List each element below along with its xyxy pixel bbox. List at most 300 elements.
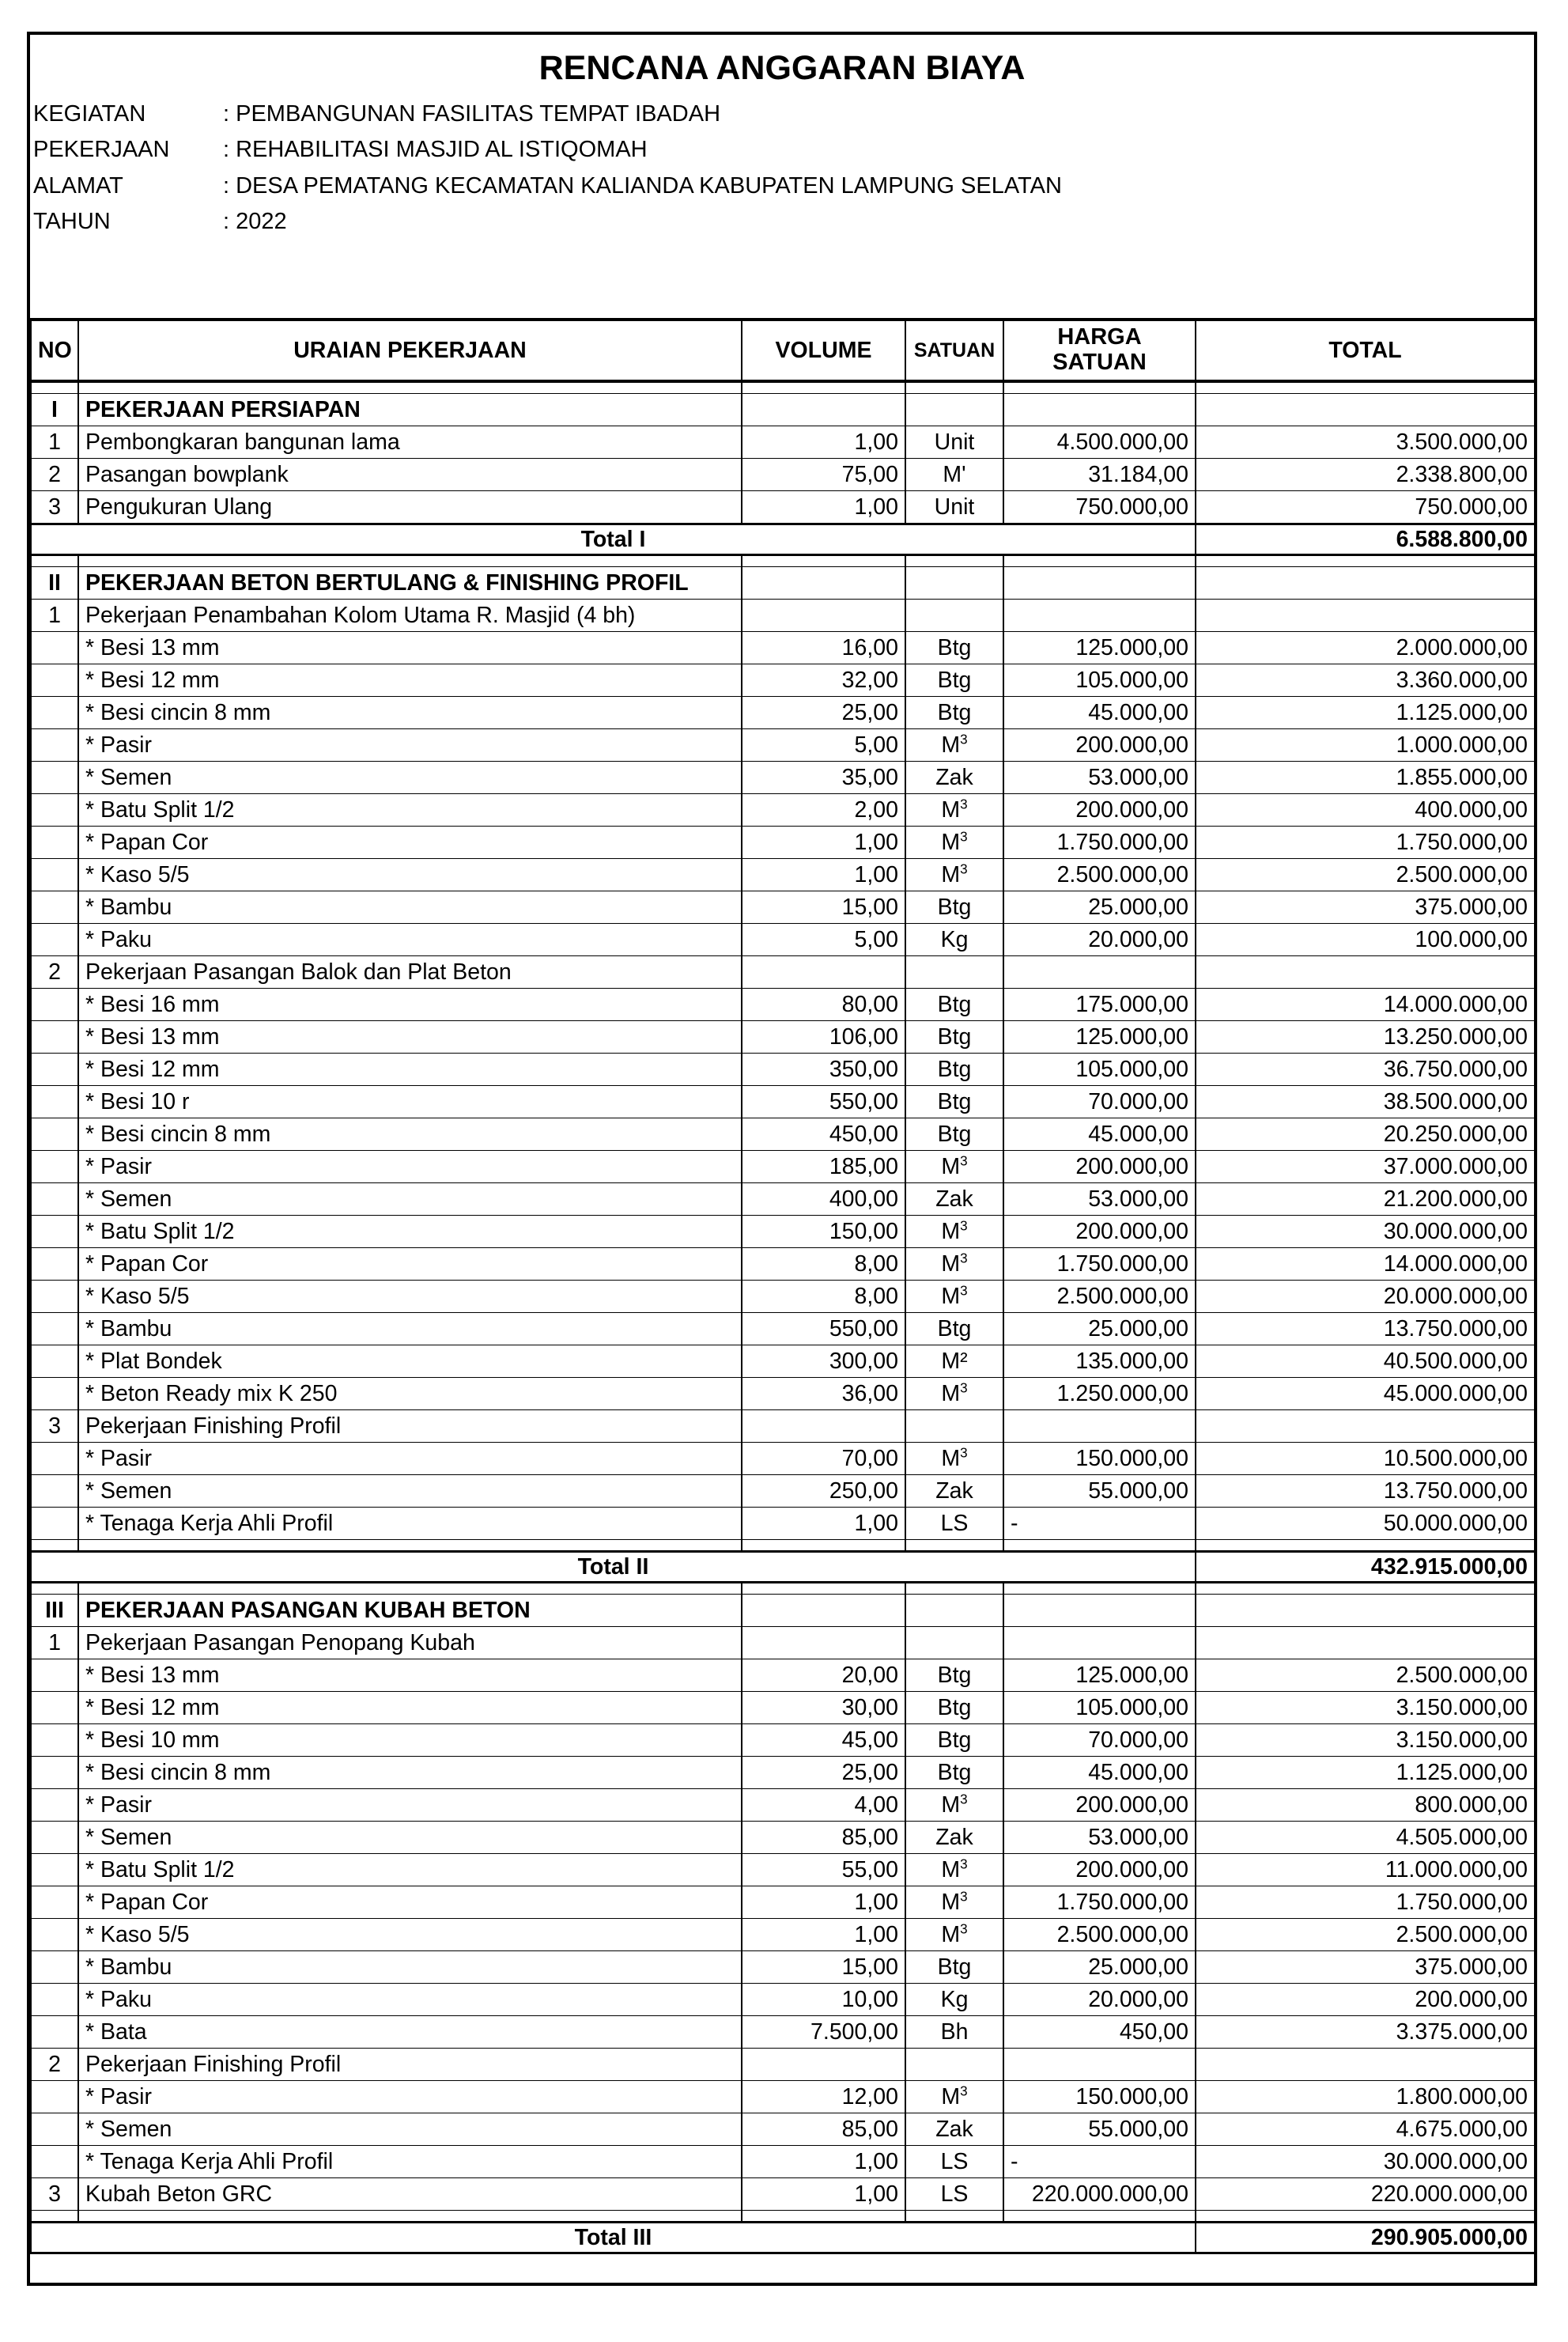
row-unit xyxy=(905,891,1003,924)
row-total: 21.200.000,00 xyxy=(1196,1183,1535,1216)
row-description: Pengukuran Ulang xyxy=(78,491,742,524)
group-row xyxy=(31,2049,1535,2081)
empty-cell xyxy=(905,1583,1003,1595)
item-row xyxy=(31,891,1535,924)
row-no: 2 xyxy=(31,459,78,491)
row-volume: 1,00 xyxy=(742,827,905,859)
empty-cell xyxy=(905,600,1003,632)
row-description: * Papan Cor xyxy=(78,827,742,859)
meta-label: PEKERJAAN xyxy=(33,137,170,162)
item-row xyxy=(31,924,1535,956)
row-volume: 150,00 xyxy=(742,1216,905,1248)
item-row xyxy=(31,1443,1535,1475)
spacer-row xyxy=(31,555,1535,567)
row-description: * Besi cincin 8 mm xyxy=(78,697,742,729)
row-no: 2 xyxy=(31,956,78,989)
row-volume: 8,00 xyxy=(742,1281,905,1313)
empty-cell xyxy=(742,1595,905,1627)
table-header xyxy=(31,320,1535,381)
unit-exponent: 3 xyxy=(960,1380,968,1396)
unit-exponent: 3 xyxy=(960,861,968,877)
unit-text: M xyxy=(941,796,961,823)
empty-cell xyxy=(1196,555,1535,567)
table-body xyxy=(31,381,1535,2253)
row-unit-price: 25.000,00 xyxy=(1003,1951,1196,1984)
row-total: 2.500.000,00 xyxy=(1196,859,1535,891)
row-total: 13.750.000,00 xyxy=(1196,1475,1535,1508)
total-row xyxy=(31,2223,1535,2253)
row-volume: 1,00 xyxy=(742,426,905,459)
row-volume: 70,00 xyxy=(742,1443,905,1475)
item-row xyxy=(31,1659,1535,1692)
row-no xyxy=(31,859,78,891)
item-row xyxy=(31,459,1535,491)
row-total: 3.375.000,00 xyxy=(1196,2016,1535,2049)
item-row xyxy=(31,1886,1535,1919)
item-row xyxy=(31,2081,1535,2113)
row-description: * Kaso 5/5 xyxy=(78,1281,742,1313)
row-unit-price: 750.000,00 xyxy=(1003,491,1196,524)
row-total: 2.500.000,00 xyxy=(1196,1659,1535,1692)
row-unit xyxy=(905,664,1003,697)
unit-text: LS xyxy=(940,2181,969,2207)
empty-cell xyxy=(1196,1583,1535,1595)
unit-text: Btg xyxy=(937,1023,972,1050)
row-total: 38.500.000,00 xyxy=(1196,1086,1535,1118)
row-unit-price: 150.000,00 xyxy=(1003,1443,1196,1475)
row-total: 37.000.000,00 xyxy=(1196,1151,1535,1183)
row-no xyxy=(31,794,78,827)
row-description: PEKERJAAN BETON BERTULANG & FINISHING PROFIL xyxy=(78,567,742,600)
unit-text: M xyxy=(941,1250,961,1277)
row-unit-price: 45.000,00 xyxy=(1003,1757,1196,1789)
item-row xyxy=(31,2113,1535,2146)
item-row xyxy=(31,632,1535,664)
item-row xyxy=(31,1248,1535,1281)
unit-text: Zak xyxy=(935,1824,973,1850)
empty-cell xyxy=(1196,1627,1535,1659)
row-no: 1 xyxy=(31,600,78,632)
empty-cell xyxy=(1003,394,1196,426)
row-unit-price: - xyxy=(1003,1508,1196,1540)
empty-cell xyxy=(1196,381,1535,394)
row-volume: 550,00 xyxy=(742,1086,905,1118)
item-row xyxy=(31,729,1535,762)
row-volume: 32,00 xyxy=(742,664,905,697)
empty-cell xyxy=(1003,567,1196,600)
row-total: 400.000,00 xyxy=(1196,794,1535,827)
unit-text: Zak xyxy=(935,1477,973,1504)
row-total: 1.800.000,00 xyxy=(1196,2081,1535,2113)
item-row xyxy=(31,1919,1535,1951)
unit-exponent: 3 xyxy=(960,1889,968,1905)
row-no xyxy=(31,1984,78,2016)
row-description: PEKERJAAN PASANGAN KUBAH BETON xyxy=(78,1595,742,1627)
row-no xyxy=(31,1151,78,1183)
item-row xyxy=(31,697,1535,729)
row-unit xyxy=(905,2113,1003,2146)
row-unit xyxy=(905,794,1003,827)
row-total: 100.000,00 xyxy=(1196,924,1535,956)
row-description: * Besi 10 mm xyxy=(78,1724,742,1757)
unit-exponent: 3 xyxy=(960,796,968,812)
row-unit-price: 53.000,00 xyxy=(1003,1183,1196,1216)
row-unit xyxy=(905,827,1003,859)
item-row xyxy=(31,1822,1535,1854)
row-description: Pasangan bowplank xyxy=(78,459,742,491)
row-no xyxy=(31,1951,78,1984)
document xyxy=(27,32,1537,2286)
budget-table xyxy=(30,318,1536,2254)
row-description: * Bambu xyxy=(78,1313,742,1345)
row-description: * Batu Split 1/2 xyxy=(78,1216,742,1248)
row-unit xyxy=(905,1951,1003,1984)
row-volume: 1,00 xyxy=(742,2178,905,2211)
spacer-row xyxy=(31,381,1535,394)
unit-text: Btg xyxy=(937,991,972,1017)
empty-cell xyxy=(742,394,905,426)
row-unit-price: 200.000,00 xyxy=(1003,1216,1196,1248)
row-no xyxy=(31,1345,78,1378)
row-unit xyxy=(905,1281,1003,1313)
row-total: 36.750.000,00 xyxy=(1196,1054,1535,1086)
row-no xyxy=(31,2081,78,2113)
meta-value: : DESA PEMATANG KECAMATAN KALIANDA KABUPATEN LAMPUNG SELATAN xyxy=(223,173,1062,199)
row-unit-price: 70.000,00 xyxy=(1003,1724,1196,1757)
empty-cell xyxy=(31,555,78,567)
total-row xyxy=(31,1552,1535,1583)
row-unit-price: 53.000,00 xyxy=(1003,1822,1196,1854)
row-no xyxy=(31,1508,78,1540)
row-unit xyxy=(905,2016,1003,2049)
row-description: * Besi 10 r xyxy=(78,1086,742,1118)
unit-exponent: 3 xyxy=(960,1856,968,1872)
row-no xyxy=(31,1475,78,1508)
item-row xyxy=(31,1118,1535,1151)
row-unit-price: 1.750.000,00 xyxy=(1003,827,1196,859)
empty-cell xyxy=(742,600,905,632)
item-row xyxy=(31,1757,1535,1789)
empty-cell xyxy=(1003,956,1196,989)
unit-exponent: 3 xyxy=(960,1153,968,1169)
group-row xyxy=(31,1627,1535,1659)
row-no xyxy=(31,1118,78,1151)
row-total: 2.000.000,00 xyxy=(1196,632,1535,664)
empty-cell xyxy=(905,394,1003,426)
row-total: 40.500.000,00 xyxy=(1196,1345,1535,1378)
item-row xyxy=(31,794,1535,827)
row-unit-price: 200.000,00 xyxy=(1003,1789,1196,1822)
row-total: 4.505.000,00 xyxy=(1196,1822,1535,1854)
row-no: 3 xyxy=(31,1410,78,1443)
unit-text: Unit xyxy=(934,494,975,520)
row-total: 3.150.000,00 xyxy=(1196,1724,1535,1757)
row-no xyxy=(31,1854,78,1886)
item-row xyxy=(31,2178,1535,2211)
row-no xyxy=(31,1248,78,1281)
row-description: * Besi 12 mm xyxy=(78,1692,742,1724)
row-total: 375.000,00 xyxy=(1196,891,1535,924)
row-description: * Besi 12 mm xyxy=(78,1054,742,1086)
total-label: Total I xyxy=(31,524,1196,555)
item-row xyxy=(31,1345,1535,1378)
row-description: * Besi cincin 8 mm xyxy=(78,1757,742,1789)
row-description: Pekerjaan Pasangan Penopang Kubah xyxy=(78,1627,742,1659)
row-unit-price: 31.184,00 xyxy=(1003,459,1196,491)
row-unit xyxy=(905,1216,1003,1248)
row-description: * Besi cincin 8 mm xyxy=(78,1118,742,1151)
row-unit-price: 150.000,00 xyxy=(1003,2081,1196,2113)
unit-text: M xyxy=(941,1921,961,1947)
empty-cell xyxy=(742,1627,905,1659)
row-unit xyxy=(905,1118,1003,1151)
row-volume: 1,00 xyxy=(742,1886,905,1919)
row-no xyxy=(31,1183,78,1216)
row-volume: 4,00 xyxy=(742,1789,905,1822)
unit-exponent: 3 xyxy=(960,2083,968,2099)
row-description: * Semen xyxy=(78,1475,742,1508)
item-row xyxy=(31,2146,1535,2178)
row-description: * Semen xyxy=(78,762,742,794)
item-row xyxy=(31,1086,1535,1118)
row-total: 11.000.000,00 xyxy=(1196,1854,1535,1886)
row-volume: 25,00 xyxy=(742,1757,905,1789)
empty-cell xyxy=(1196,1410,1535,1443)
row-no: 2 xyxy=(31,2049,78,2081)
row-volume: 185,00 xyxy=(742,1151,905,1183)
row-description: * Paku xyxy=(78,924,742,956)
row-description: * Semen xyxy=(78,2113,742,2146)
unit-text: Kg xyxy=(940,926,969,952)
row-unit xyxy=(905,697,1003,729)
row-unit-price: 2.500.000,00 xyxy=(1003,859,1196,891)
meta-label: TAHUN xyxy=(33,209,111,234)
meta-value: : PEMBANGUNAN FASILITAS TEMPAT IBADAH xyxy=(223,101,721,127)
header-uraian: URAIAN PEKERJAAN xyxy=(78,320,742,381)
row-description: PEKERJAAN PERSIAPAN xyxy=(78,394,742,426)
row-no xyxy=(31,1216,78,1248)
row-unit xyxy=(905,1854,1003,1886)
row-unit xyxy=(905,924,1003,956)
unit-text: M xyxy=(941,1153,961,1179)
group-row xyxy=(31,600,1535,632)
row-no xyxy=(31,1659,78,1692)
unit-text: Btg xyxy=(937,1694,972,1720)
row-volume: 20,00 xyxy=(742,1659,905,1692)
empty-cell xyxy=(905,567,1003,600)
row-total: 20.250.000,00 xyxy=(1196,1118,1535,1151)
row-description: * Kaso 5/5 xyxy=(78,859,742,891)
empty-cell xyxy=(1003,1583,1196,1595)
row-unit xyxy=(905,2178,1003,2211)
row-no xyxy=(31,1378,78,1410)
empty-cell xyxy=(1196,567,1535,600)
spacer-row xyxy=(31,1583,1535,1595)
unit-text: M xyxy=(941,2083,961,2109)
empty-cell xyxy=(1003,1627,1196,1659)
row-no xyxy=(31,1313,78,1345)
row-unit-price: 450,00 xyxy=(1003,2016,1196,2049)
row-unit xyxy=(905,2146,1003,2178)
section-row xyxy=(31,394,1535,426)
empty-cell xyxy=(1003,2049,1196,2081)
empty-cell xyxy=(905,555,1003,567)
document-title: RENCANA ANGGARAN BIAYA xyxy=(538,49,1026,87)
row-description: * Batu Split 1/2 xyxy=(78,794,742,827)
row-unit-price: 45.000,00 xyxy=(1003,697,1196,729)
unit-text: Zak xyxy=(935,1186,973,1212)
row-description: Pembongkaran bangunan lama xyxy=(78,426,742,459)
unit-text: Btg xyxy=(937,634,972,660)
empty-cell xyxy=(742,956,905,989)
row-volume: 106,00 xyxy=(742,1021,905,1054)
empty-cell xyxy=(31,1540,78,1552)
row-total: 1.000.000,00 xyxy=(1196,729,1535,762)
row-total: 14.000.000,00 xyxy=(1196,1248,1535,1281)
meta-value: : 2022 xyxy=(223,209,287,234)
row-volume: 12,00 xyxy=(742,2081,905,2113)
row-unit-price: 20.000,00 xyxy=(1003,1984,1196,2016)
empty-cell xyxy=(78,1583,742,1595)
empty-cell xyxy=(1196,394,1535,426)
row-no xyxy=(31,924,78,956)
row-description: Pekerjaan Pasangan Balok dan Plat Beton xyxy=(78,956,742,989)
row-description: * Pasir xyxy=(78,1151,742,1183)
row-total: 10.500.000,00 xyxy=(1196,1443,1535,1475)
row-description: Pekerjaan Finishing Profil xyxy=(78,2049,742,2081)
row-total: 3.500.000,00 xyxy=(1196,426,1535,459)
empty-cell xyxy=(742,2049,905,2081)
row-volume: 35,00 xyxy=(742,762,905,794)
spacer-row xyxy=(31,2211,1535,2223)
empty-cell xyxy=(1003,2211,1196,2223)
unit-text: M xyxy=(941,1283,961,1309)
row-volume: 450,00 xyxy=(742,1118,905,1151)
row-total: 30.000.000,00 xyxy=(1196,1216,1535,1248)
row-unit-price: 70.000,00 xyxy=(1003,1086,1196,1118)
row-unit-price: 1.250.000,00 xyxy=(1003,1378,1196,1410)
total-value: 432.915.000,00 xyxy=(1196,1552,1535,1583)
row-unit xyxy=(905,1919,1003,1951)
row-total: 1.855.000,00 xyxy=(1196,762,1535,794)
row-description: * Besi 12 mm xyxy=(78,664,742,697)
row-volume: 7.500,00 xyxy=(742,2016,905,2049)
unit-text: Btg xyxy=(937,667,972,693)
row-unit-price: 200.000,00 xyxy=(1003,729,1196,762)
row-description: * Pasir xyxy=(78,2081,742,2113)
row-volume: 1,00 xyxy=(742,491,905,524)
row-volume: 85,00 xyxy=(742,1822,905,1854)
row-unit xyxy=(905,426,1003,459)
row-no xyxy=(31,1054,78,1086)
unit-text: M xyxy=(941,1218,961,1244)
total-label: Total III xyxy=(31,2223,1196,2253)
item-row xyxy=(31,1475,1535,1508)
unit-text: M xyxy=(941,1445,961,1471)
row-description: * Papan Cor xyxy=(78,1886,742,1919)
row-description: * Semen xyxy=(78,1822,742,1854)
unit-text: M xyxy=(941,829,961,855)
row-no xyxy=(31,1281,78,1313)
row-description: * Plat Bondek xyxy=(78,1345,742,1378)
unit-text: M² xyxy=(941,1348,968,1374)
row-unit-price: 200.000,00 xyxy=(1003,794,1196,827)
row-no: 1 xyxy=(31,426,78,459)
row-description: Kubah Beton GRC xyxy=(78,2178,742,2211)
row-total: 220.000.000,00 xyxy=(1196,2178,1535,2211)
row-total: 20.000.000,00 xyxy=(1196,1281,1535,1313)
row-no xyxy=(31,1886,78,1919)
row-unit-price: 125.000,00 xyxy=(1003,632,1196,664)
empty-cell xyxy=(742,381,905,394)
empty-cell xyxy=(905,1410,1003,1443)
row-unit xyxy=(905,491,1003,524)
row-unit xyxy=(905,632,1003,664)
row-no xyxy=(31,1086,78,1118)
empty-cell xyxy=(1003,600,1196,632)
unit-text: Bh xyxy=(940,2019,969,2045)
unit-text: Btg xyxy=(937,1315,972,1341)
empty-cell xyxy=(742,555,905,567)
row-no: III xyxy=(31,1595,78,1627)
row-volume: 30,00 xyxy=(742,1692,905,1724)
row-unit-price: 200.000,00 xyxy=(1003,1854,1196,1886)
row-unit-price: 125.000,00 xyxy=(1003,1021,1196,1054)
row-total: 2.338.800,00 xyxy=(1196,459,1535,491)
row-volume: 1,00 xyxy=(742,1508,905,1540)
row-total: 13.250.000,00 xyxy=(1196,1021,1535,1054)
row-unit-price: 135.000,00 xyxy=(1003,1345,1196,1378)
empty-cell xyxy=(742,1410,905,1443)
item-row xyxy=(31,1854,1535,1886)
row-no xyxy=(31,2016,78,2049)
item-row xyxy=(31,1313,1535,1345)
row-no xyxy=(31,1757,78,1789)
row-unit-price: 125.000,00 xyxy=(1003,1659,1196,1692)
unit-exponent: 3 xyxy=(960,732,968,747)
row-no xyxy=(31,989,78,1021)
row-unit xyxy=(905,1692,1003,1724)
empty-cell xyxy=(78,555,742,567)
header-no: NO xyxy=(31,320,78,381)
spacer-row xyxy=(31,1540,1535,1552)
row-unit xyxy=(905,2081,1003,2113)
row-unit-price: 45.000,00 xyxy=(1003,1118,1196,1151)
row-no xyxy=(31,664,78,697)
unit-exponent: 3 xyxy=(960,1445,968,1461)
empty-cell xyxy=(1003,1595,1196,1627)
row-volume: 350,00 xyxy=(742,1054,905,1086)
row-volume: 1,00 xyxy=(742,859,905,891)
row-unit-price: 220.000.000,00 xyxy=(1003,2178,1196,2211)
row-description: * Besi 13 mm xyxy=(78,1021,742,1054)
empty-cell xyxy=(1003,381,1196,394)
unit-text: LS xyxy=(940,1510,969,1536)
row-unit-price: 20.000,00 xyxy=(1003,924,1196,956)
row-unit xyxy=(905,1724,1003,1757)
item-row xyxy=(31,1984,1535,2016)
row-unit xyxy=(905,859,1003,891)
row-description: * Beton Ready mix K 250 xyxy=(78,1378,742,1410)
row-no xyxy=(31,827,78,859)
row-volume: 5,00 xyxy=(742,924,905,956)
row-unit-price: 175.000,00 xyxy=(1003,989,1196,1021)
unit-text: Kg xyxy=(940,1986,969,2012)
header-harga-line1: HARGA xyxy=(1057,324,1142,350)
empty-cell xyxy=(78,381,742,394)
row-no xyxy=(31,1822,78,1854)
item-row xyxy=(31,426,1535,459)
